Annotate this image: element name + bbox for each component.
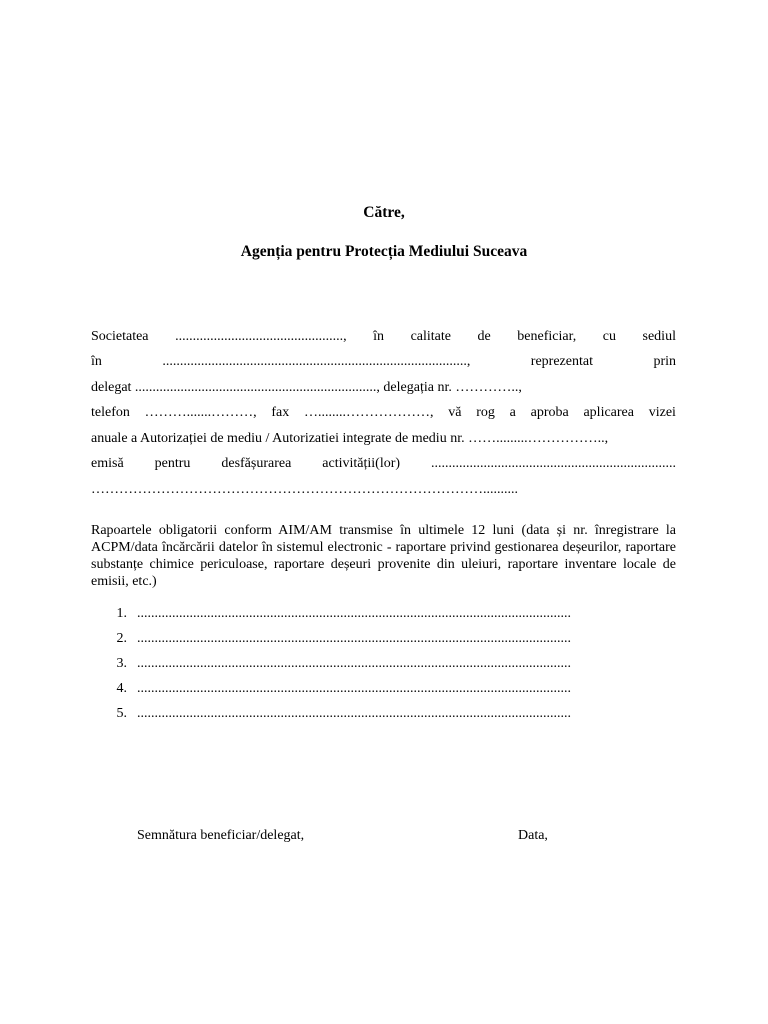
fill-in-blank: ............................................................................................................................ <box>137 681 571 696</box>
word: aproba <box>530 405 569 420</box>
item-number: 1. <box>116 606 127 621</box>
fill-in-blank: ................................................, <box>175 329 347 344</box>
word: beneficiar, <box>517 329 577 344</box>
request-line-6 <box>91 456 676 472</box>
word: sediul <box>642 329 676 344</box>
fill-in-blank: ............................................................................................................................ <box>137 631 571 646</box>
word: de <box>477 329 491 344</box>
word: Societatea <box>91 329 149 344</box>
word: activității(lor) <box>322 456 401 471</box>
date-label: Data, <box>518 828 548 843</box>
word: emisă <box>91 456 124 471</box>
addressee-label: Către, <box>363 204 405 221</box>
fill-in-blank: ...................................................................... <box>431 456 676 471</box>
word: desfășurarea <box>221 456 292 471</box>
report-item <box>91 606 676 622</box>
report-item <box>91 681 676 697</box>
fill-in-blank: ............................................................................................................................ <box>137 656 571 671</box>
item-number: 4. <box>116 681 127 696</box>
word: aplicarea <box>583 405 634 420</box>
agency-title: Agenția pentru Protecția Mediului Suceava <box>240 243 528 260</box>
word: rog <box>476 405 495 420</box>
item-number: 2. <box>116 631 127 646</box>
request-line-7: ………………………………………………………………………….......... <box>91 482 518 497</box>
fill-in-blank: …........………………, <box>304 405 434 420</box>
request-line-3: delegat ....................................................................., delegația nr. ………….., <box>91 380 522 395</box>
signature-label: Semnătura beneficiar/delegat, <box>137 828 305 843</box>
request-line-1 <box>91 329 676 345</box>
word: telefon <box>91 405 130 420</box>
item-number: 5. <box>116 706 127 721</box>
word: vizei <box>648 405 676 420</box>
request-line-2 <box>91 354 676 370</box>
word: în <box>373 329 385 344</box>
report-item <box>91 631 676 647</box>
fill-in-blank: ……….......………, <box>144 405 257 420</box>
word: calitate <box>410 329 451 344</box>
report-item <box>91 706 676 722</box>
report-item <box>91 656 676 672</box>
word: cu <box>602 329 616 344</box>
word: prin <box>653 354 676 369</box>
word: a <box>509 405 516 420</box>
request-line-5: anuale a Autorizației de mediu / Autorizatiei integrate de mediu nr. …….........…………….., <box>91 431 609 446</box>
fill-in-blank: ............................................................................................................................ <box>137 706 571 721</box>
item-number: 3. <box>116 656 127 671</box>
request-line-4 <box>91 405 676 421</box>
reports-intro: Rapoartele obligatorii conform AIM/AM transmise în ultimele 12 luni (data și nr. înregistrare la ACPM/data încărcării datelor în sistemul electronic - raportare privind gestionarea deșeurilor, raportare substanțe chimice periculoase, raportare deșeuri provenite din uleiuri, raportare inventare locale de emisii, etc.) <box>91 523 676 589</box>
word: în <box>91 354 102 369</box>
fill-in-blank: ............................................................................................................................ <box>137 606 571 621</box>
word: fax <box>271 405 290 420</box>
word: pentru <box>154 456 191 471</box>
word: reprezentat <box>530 354 593 369</box>
fill-in-blank: ......................................................................................., <box>162 354 471 369</box>
word: vă <box>448 405 462 420</box>
